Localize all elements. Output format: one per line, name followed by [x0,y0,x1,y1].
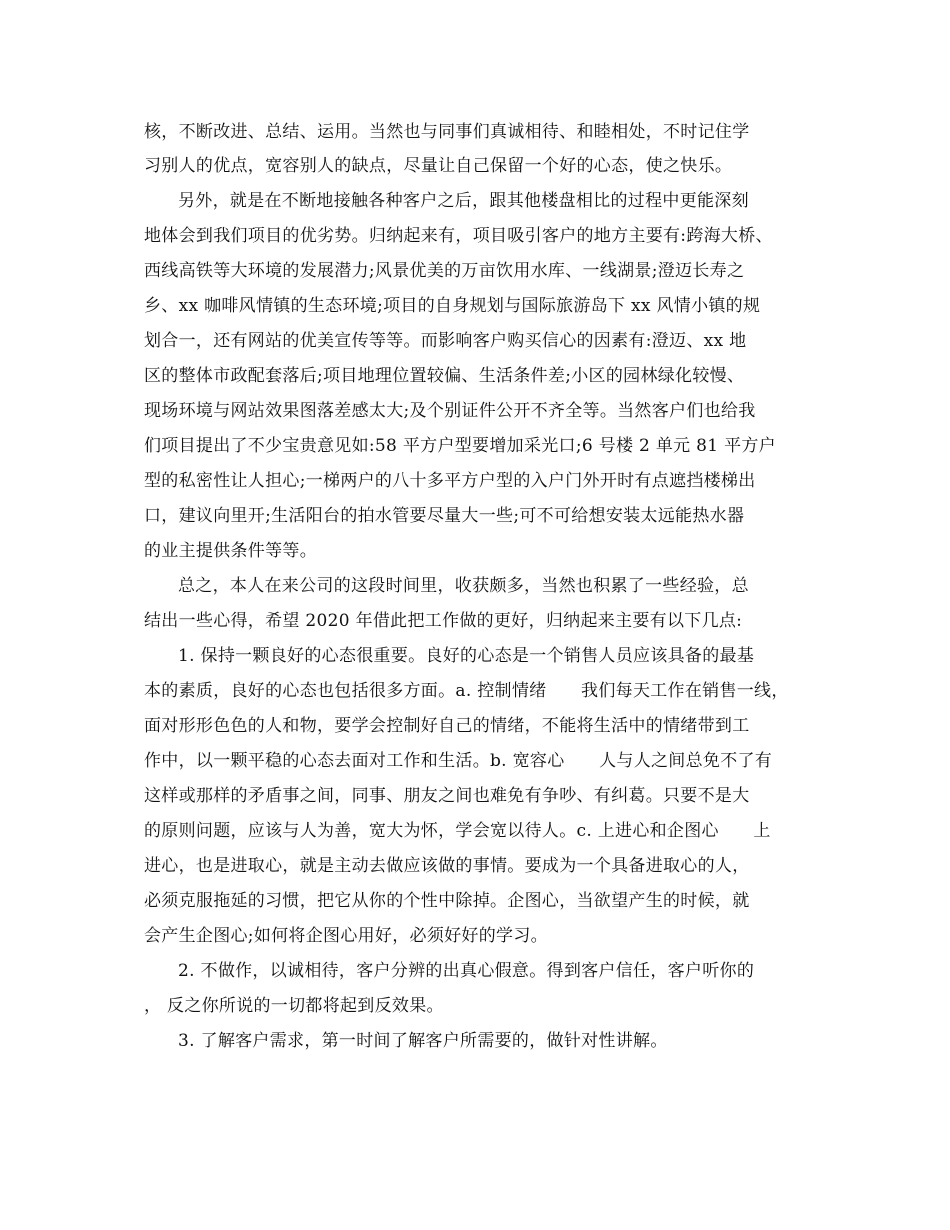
text-line: 口，建议向里开;生活阳台的拍水管要尽量大一些;可不可给想安装太远能热水器 [144,506,745,526]
text-line: 这样或那样的矛盾事之间，同事、朋友之间也难免有争吵、有纠葛。只要不是大 [144,786,750,806]
text-line: 作中，以一颗平稳的心态去面对工作和生活。b. 宽容心 人与人之间总免不了有 [144,751,773,771]
text-line: 乡、xx 咖啡风情镇的生态环境;项目的自身规划与国际旅游岛下 xx 风情小镇的规 [144,296,761,316]
text-line: 区的整体市政配套落后;项目地理位置较偏、生活条件差;小区的园林绿化较慢、 [144,366,745,386]
text-line: 的原则问题，应该与人为善，宽大为怀，学会宽以待人。c. 上进心和企图心 上 [144,821,771,841]
text-line: 西线高铁等大环境的发展潜力;风景优美的万亩饮用水库、一线湖景;澄迈长寿之 [144,261,745,281]
text-line: 结出一些心得，希望 2020 年借此把工作做的更好，归纳起来主要有以下几点: [144,611,743,631]
text-line: 1. 保持一颗良好的心态很重要。良好的心态是一个销售人员应该具备的最基 [178,646,755,666]
text-line: 2. 不做作，以诚相待，客户分辨的出真心假意。得到客户信任，客户听你的 [178,961,755,981]
text-line: 本的素质，良好的心态也包括很多方面。a. 控制情绪 我们每天工作在销售一线， [144,681,789,701]
text-line: 必须克服拖延的习惯，把它从你的个性中除掉。企图心，当欲望产生的时候，就 [144,891,750,911]
text-line: 型的私密性让人担心;一梯两户的八十多平方户型的入户门外开时有点遮挡楼梯出 [144,471,756,491]
text-line: 另外，就是在不断地接触各种客户之后，跟其他楼盘相比的过程中更能深刻 [178,191,749,211]
text-line: 习别人的优点，宽容别人的缺点，尽量让自己保留一个好的心态，使之快乐。 [144,156,733,176]
text-line: 地体会到我们项目的优劣势。归纳起来有，项目吸引客户的地方主要有:跨海大桥、 [144,226,773,246]
text-line: 面对形形色色的人和物，要学会控制好自己的情绪，不能将生活中的情绪带到工 [144,716,750,736]
text-line: 划合一，还有网站的优美宣传等等。而影响客户购买信心的因素有:澄迈、xx 地 [144,331,747,351]
text-line: 会产生企图心;如何将企图心用好，必须好好的学习。 [144,926,548,946]
text-line: 3. 了解客户需求，第一时间了解客户所需要的，做针对性讲解。 [178,1031,668,1051]
text-line: ， 反之你所说的一切都将起到反效果。 [144,996,444,1016]
text-line: 进心，也是进取心，就是主动去做应该做的事情。要成为一个具备进取心的人， [144,856,750,876]
text-line: 们项目提出了不少宝贵意见如:58 平方户型要增加采光口;6 号楼 2 单元 81 平方户 [144,436,776,456]
text-line: 总之，本人在来公司的这段时间里，收获颇多，当然也积累了一些经验，总 [178,576,749,596]
text-line: 现场环境与网站效果图落差感太大;及个别证件公开不齐全等。当然客户们也给我 [144,401,756,421]
text-line: 的业主提供条件等等。 [144,541,317,561]
text-line: 核，不断改进、总结、运用。当然也与同事们真诚相待、和睦相处，不时记住学 [144,122,750,142]
